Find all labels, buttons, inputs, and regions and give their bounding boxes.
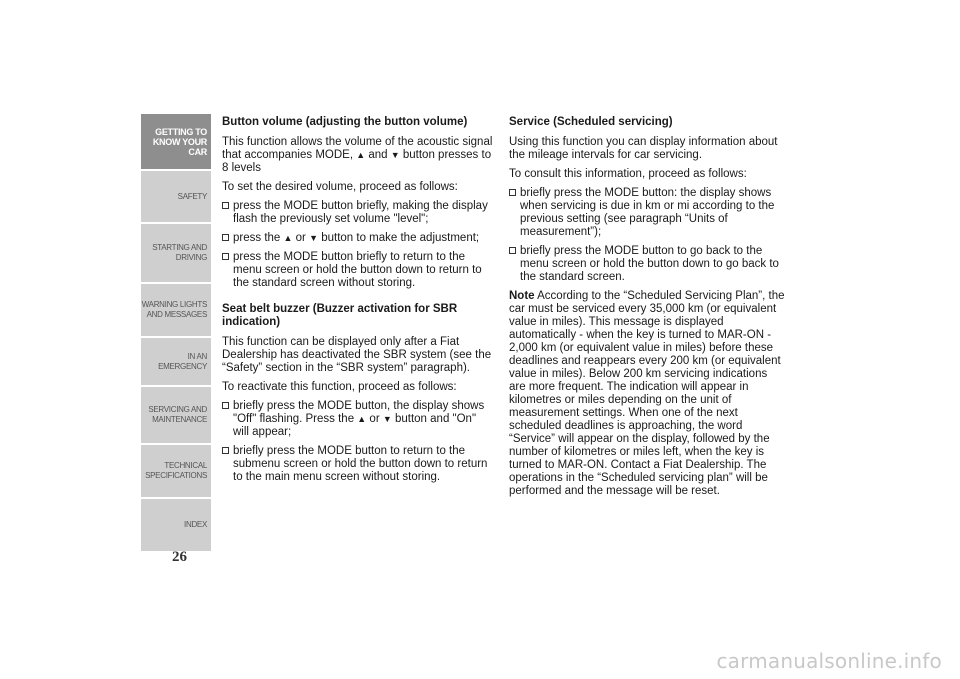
right-column	[509, 116, 785, 504]
list-item: press the ▲ or ▼ button to make the adjustment;	[222, 232, 494, 245]
note-label: Note	[509, 290, 535, 302]
down-arrow-icon: ▼	[309, 233, 318, 243]
paragraph: This function can be displayed only after a Fiat Dealership has deactivated the SBR system (see the “Safety” section in the “SBR system” paragraph).	[222, 336, 492, 374]
paragraph: Using this function you can display information about the mileage intervals for car servicing.	[509, 136, 778, 161]
tab-label: STARTING AND DRIVING	[152, 243, 207, 262]
section-title-button-volume: Button volume (adjusting the button volume)	[222, 116, 468, 128]
watermark: carmanualsonline.info	[716, 649, 942, 673]
section-title-service: Service (Scheduled servicing)	[509, 116, 673, 128]
tab-label: GETTING TO KNOW YOUR CAR	[152, 126, 207, 157]
tab-label: INDEX	[184, 520, 207, 529]
down-arrow-icon: ▼	[390, 150, 400, 160]
tab-label: SERVICING AND MAINTENANCE	[148, 405, 207, 424]
tab-warning-lights[interactable]	[141, 284, 211, 336]
list-item: press the MODE button briefly to return to the menu screen or hold the button down to return to the standard screen without storing.	[222, 251, 494, 290]
bullet-list	[222, 200, 494, 290]
bullet-list	[509, 187, 785, 284]
tab-label: TECHNICAL SPECIFICATIONS	[145, 461, 207, 480]
list-item: briefly press the MODE button, the display shows "Off" flashing. Press the ▲ or ▼ button and "On" will appear;	[222, 400, 494, 439]
down-arrow-icon: ▼	[382, 414, 392, 424]
tab-servicing-and-maintenance[interactable]	[141, 387, 211, 443]
page-number: 26	[172, 549, 187, 565]
left-column	[222, 116, 494, 490]
tab-label: IN AN EMERGENCY	[158, 351, 207, 371]
list-item: press the MODE button briefly, making the display flash the previously set volume "level";	[222, 200, 494, 226]
list-item: briefly press the MODE button to return to the submenu screen or hold the button down to return to the main menu screen without storing.	[222, 445, 494, 484]
chapter-tabs	[141, 114, 211, 553]
up-arrow-icon: ▲	[283, 233, 293, 243]
up-arrow-icon: ▲	[356, 150, 366, 160]
tab-technical-specifications[interactable]	[141, 445, 211, 497]
tab-starting-and-driving[interactable]	[141, 224, 211, 282]
tab-index[interactable]	[141, 499, 211, 551]
tab-getting-to-know-your-car[interactable]	[141, 114, 211, 169]
list-item: briefly press the MODE button: the display shows when servicing is due in km or mi according to the previous setting (see paragraph “Units of measurement”);	[509, 187, 785, 239]
tab-safety[interactable]	[141, 171, 211, 222]
note-paragraph: Note According to the “Scheduled Servicing Plan”, the car must be serviced every 35,000 km (or equivalent value in miles). This message is displayed automatically - when the key is turned to MAR-ON - 2,000 km (or equivalent value in miles) before these deadlines and reappears every 200 km (or equivalent value in miles). Below 200 km servicing indications are more frequent. The indication will appear in kilometres or miles depending on the unit of measurement settings. When one of the next scheduled deadlines is approaching, the word “Service” will appear on the display, followed by the number of kilometres or miles left, when the key is turned to MAR-ON. Contact a Fiat Dealership. The operations in the “Scheduled servicing plan” will be performed and the message will be reset.	[509, 290, 785, 497]
section-title-seat-belt-buzzer: Seat belt buzzer (Buzzer activation for SBR indication)	[222, 303, 458, 328]
bullet-list	[222, 400, 494, 484]
list-item: briefly press the MODE button to go back to the menu screen or hold the button down to go back to the standard screen.	[509, 245, 785, 284]
up-arrow-icon: ▲	[357, 414, 367, 424]
paragraph: To consult this information, proceed as follows:	[509, 168, 747, 180]
paragraph: To reactivate this function, proceed as follows:	[222, 381, 457, 393]
tab-in-an-emergency[interactable]	[141, 338, 211, 385]
paragraph: This function allows the volume of the acoustic signal that accompanies MODE, ▲ and ▼ button presses to 8 levels	[222, 136, 493, 174]
paragraph: To set the desired volume, proceed as follows:	[222, 181, 458, 193]
tab-label: WARNING LIGHTS AND MESSAGES	[141, 300, 207, 319]
tab-label: SAFETY	[177, 191, 207, 201]
